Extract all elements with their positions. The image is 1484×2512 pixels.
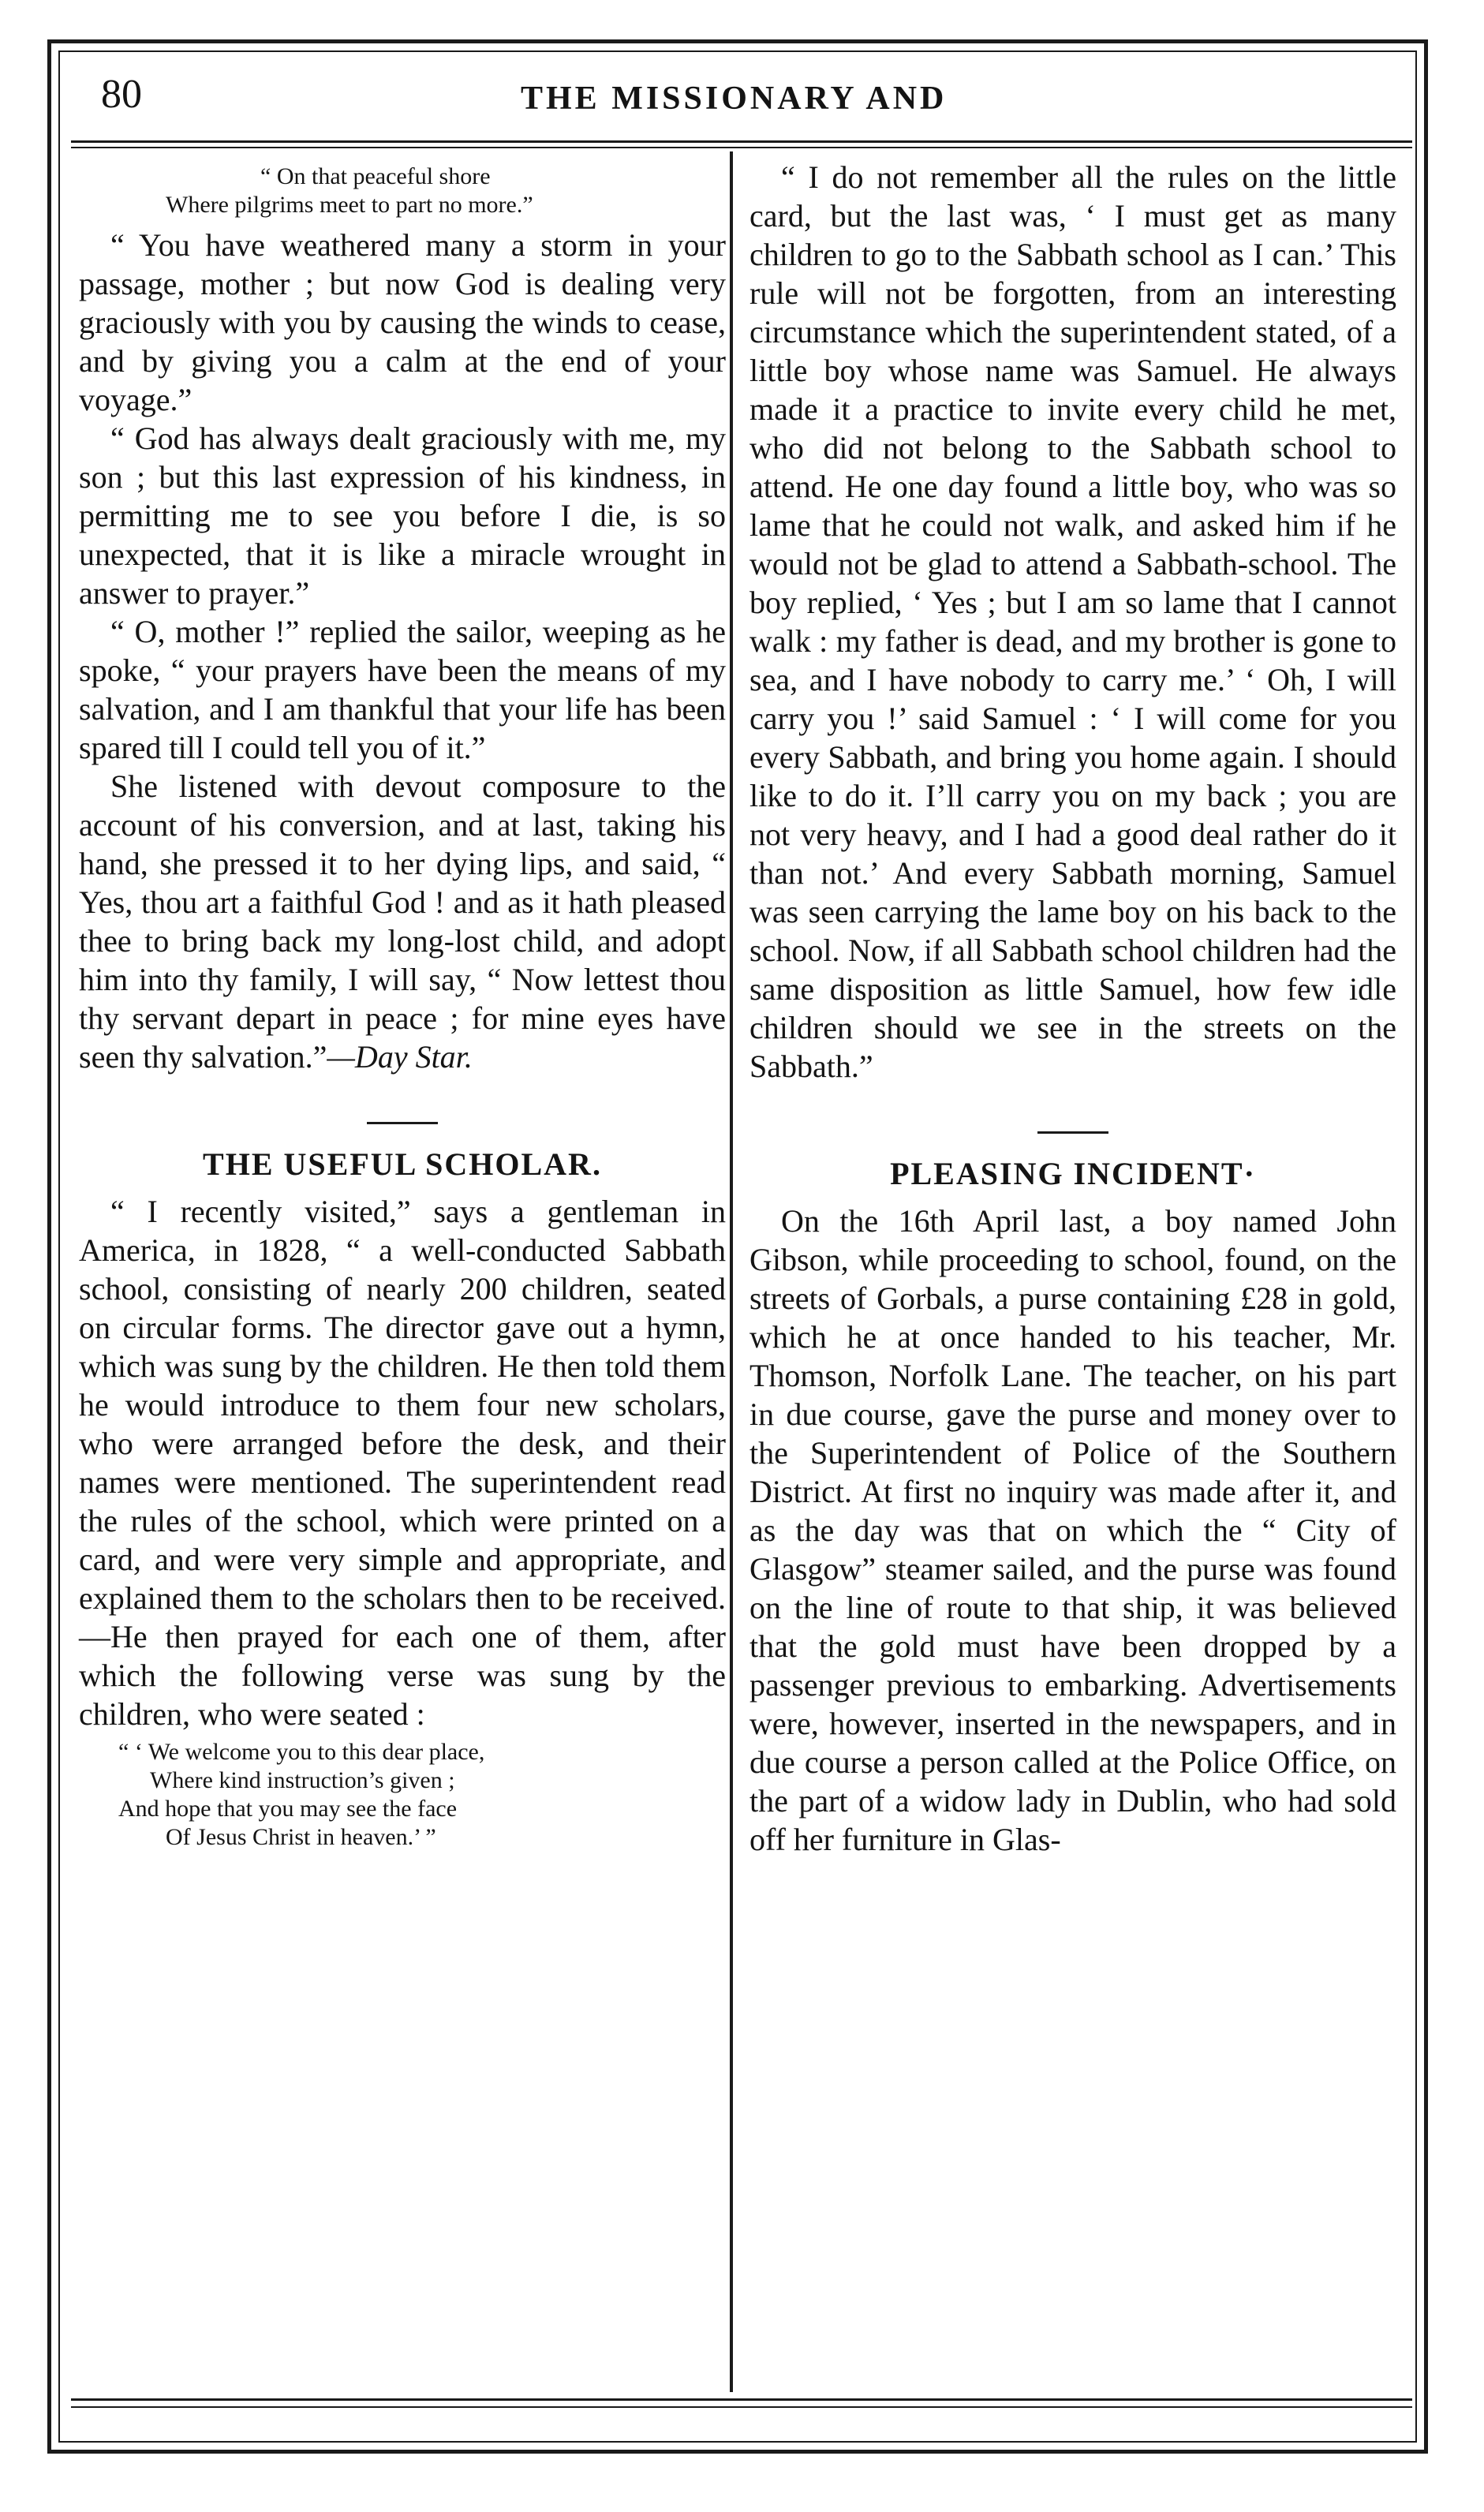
article-title-useful-scholar: THE USEFUL SCHOLAR. (203, 1146, 602, 1182)
footer-rule-thin (71, 2406, 1412, 2408)
footer-rule (71, 2398, 1412, 2401)
page-number: 80 (101, 72, 142, 117)
header-rule (71, 140, 1412, 143)
body-paragraph: “ I do not remember all the rules on the little card, but the last was, ‘ I must get as many children to go to the Sabbath school as I can.’ This rule will not be forgotten, from an interesting circumstance which the superintendent stated, of a little boy whose name was Samuel. He always made it a practice to invite every child he met, who did not belong to the Sabbath school to attend. He one day found a little boy, who was so lame that he could not walk, and asked him if he would not be glad to attend a Sabbath-school. The boy replied, ‘ Yes ; but I am so lame that I cannot walk : my father is dead, and my brother is gone to sea, and I have nobody to carry me.’ ‘ Oh, I will carry you !’ said Samuel : ‘ I will come for you every Sabbath, and bring you home again. I should like to do it. I’ll carry you on my back ; you are not very heavy, and I had a good deal rather do it than not.’ And every Sabbath morning, Samuel was seen carrying the lame boy on his back to the school. Now, if all Sabbath school children had the same disposition as little Samuel, how few idle children should we see in the streets on the Sabbath.” (749, 159, 1396, 1084)
running-title: THE MISSIONARY AND (521, 80, 948, 117)
verse-line: “ On that peaceful shore (260, 163, 491, 189)
paragraph-text: She listened with devout composure to the account of his conversion, and at last, taking his hand, she pressed it to her dying lips, and said, “ Yes, thou art a faithful God ! and as it hath pleased thee to bring back my long-lost child, and adopt him into thy family, I will say, “ Now lettest thou thy servant depart in peace ; for mine eyes have seen thy salvation.” (79, 768, 726, 1075)
source-signature: —Day Star. (327, 1039, 473, 1075)
body-paragraph: On the 16th April last, a boy named John Gibson, while proceeding to school, found, on the streets of Gorbals, a purse containing £28 in gold, which he at once handed to his teacher, Mr. Thomson, Norfolk Lane. The teacher, on his part in due course, gave the purse and money over to the Superintendent of Police of the Southern District. At first no inquiry was made after it, and as the day was that on which the “ City of Glasgow” steamer sailed, and the purse was found on the line of route to that ship, it was believed that the gold must have been dropped by a passenger previous to embarking. Advertisements were, however, inserted in the newspapers, and in due course a person called at the Police Office, on the part of a widow lady in Dublin, who had sold off her furniture in Glas- (749, 1203, 1396, 1857)
section-separator (1037, 1131, 1108, 1134)
verse-hymn (79, 1738, 726, 1852)
verse-line: Where kind instruction’s given ; (150, 1767, 455, 1793)
body-paragraph: “ I recently visited,” says a gentleman in America, in 1828, “ a well-conducted Sabbath school, consisting of nearly 200 children, seated on circular forms. The director gave out a hymn, which was sung by the children. He then told them he would introduce to them four new scholars, who were arranged before the desk, and their names were mentioned. The superintendent read the rules of the school, which were printed on a card, and were very simple and appropriate, and explained them to the scholars then to be received.—He then prayed for each one of them, after which the following verse was sung by the children, who were seated : (79, 1194, 726, 1732)
verse-line: “ ‘ We welcome you to this dear place, (118, 1739, 485, 1765)
left-column (79, 158, 726, 1858)
right-column (749, 158, 1396, 1859)
verse-quote-top (79, 163, 726, 219)
verse-line: And hope that you may see the face (118, 1796, 458, 1822)
body-paragraph (79, 767, 726, 1076)
article-title-pleasing-incident: PLEASING INCIDENT· (890, 1156, 1256, 1191)
section-separator (367, 1122, 438, 1124)
body-paragraph: “ O, mother !” replied the sailor, weeping as he spoke, “ your prayers have been the means of my salvation, and I am thankful that your life has been spared till I could tell you of it.” (79, 614, 726, 765)
header-rule-thin (71, 147, 1412, 148)
column-divider (730, 151, 733, 2392)
verse-line: Of Jesus Christ in heaven.’ ” (166, 1824, 436, 1850)
body-paragraph: “ God has always dealt graciously with me, my son ; but this last expression of his kindness, in permitting me to see you before I die, is so unexpected, that it is like a miracle wrought in answer to prayer.” (79, 421, 726, 611)
verse-line: Where pilgrims meet to part no more.” (166, 192, 533, 218)
body-paragraph: “ You have weathered many a storm in your passage, mother ; but now God is dealing very graciously with you by causing the winds to cease, and by giving you a calm at the end of your voyage.” (79, 227, 726, 417)
